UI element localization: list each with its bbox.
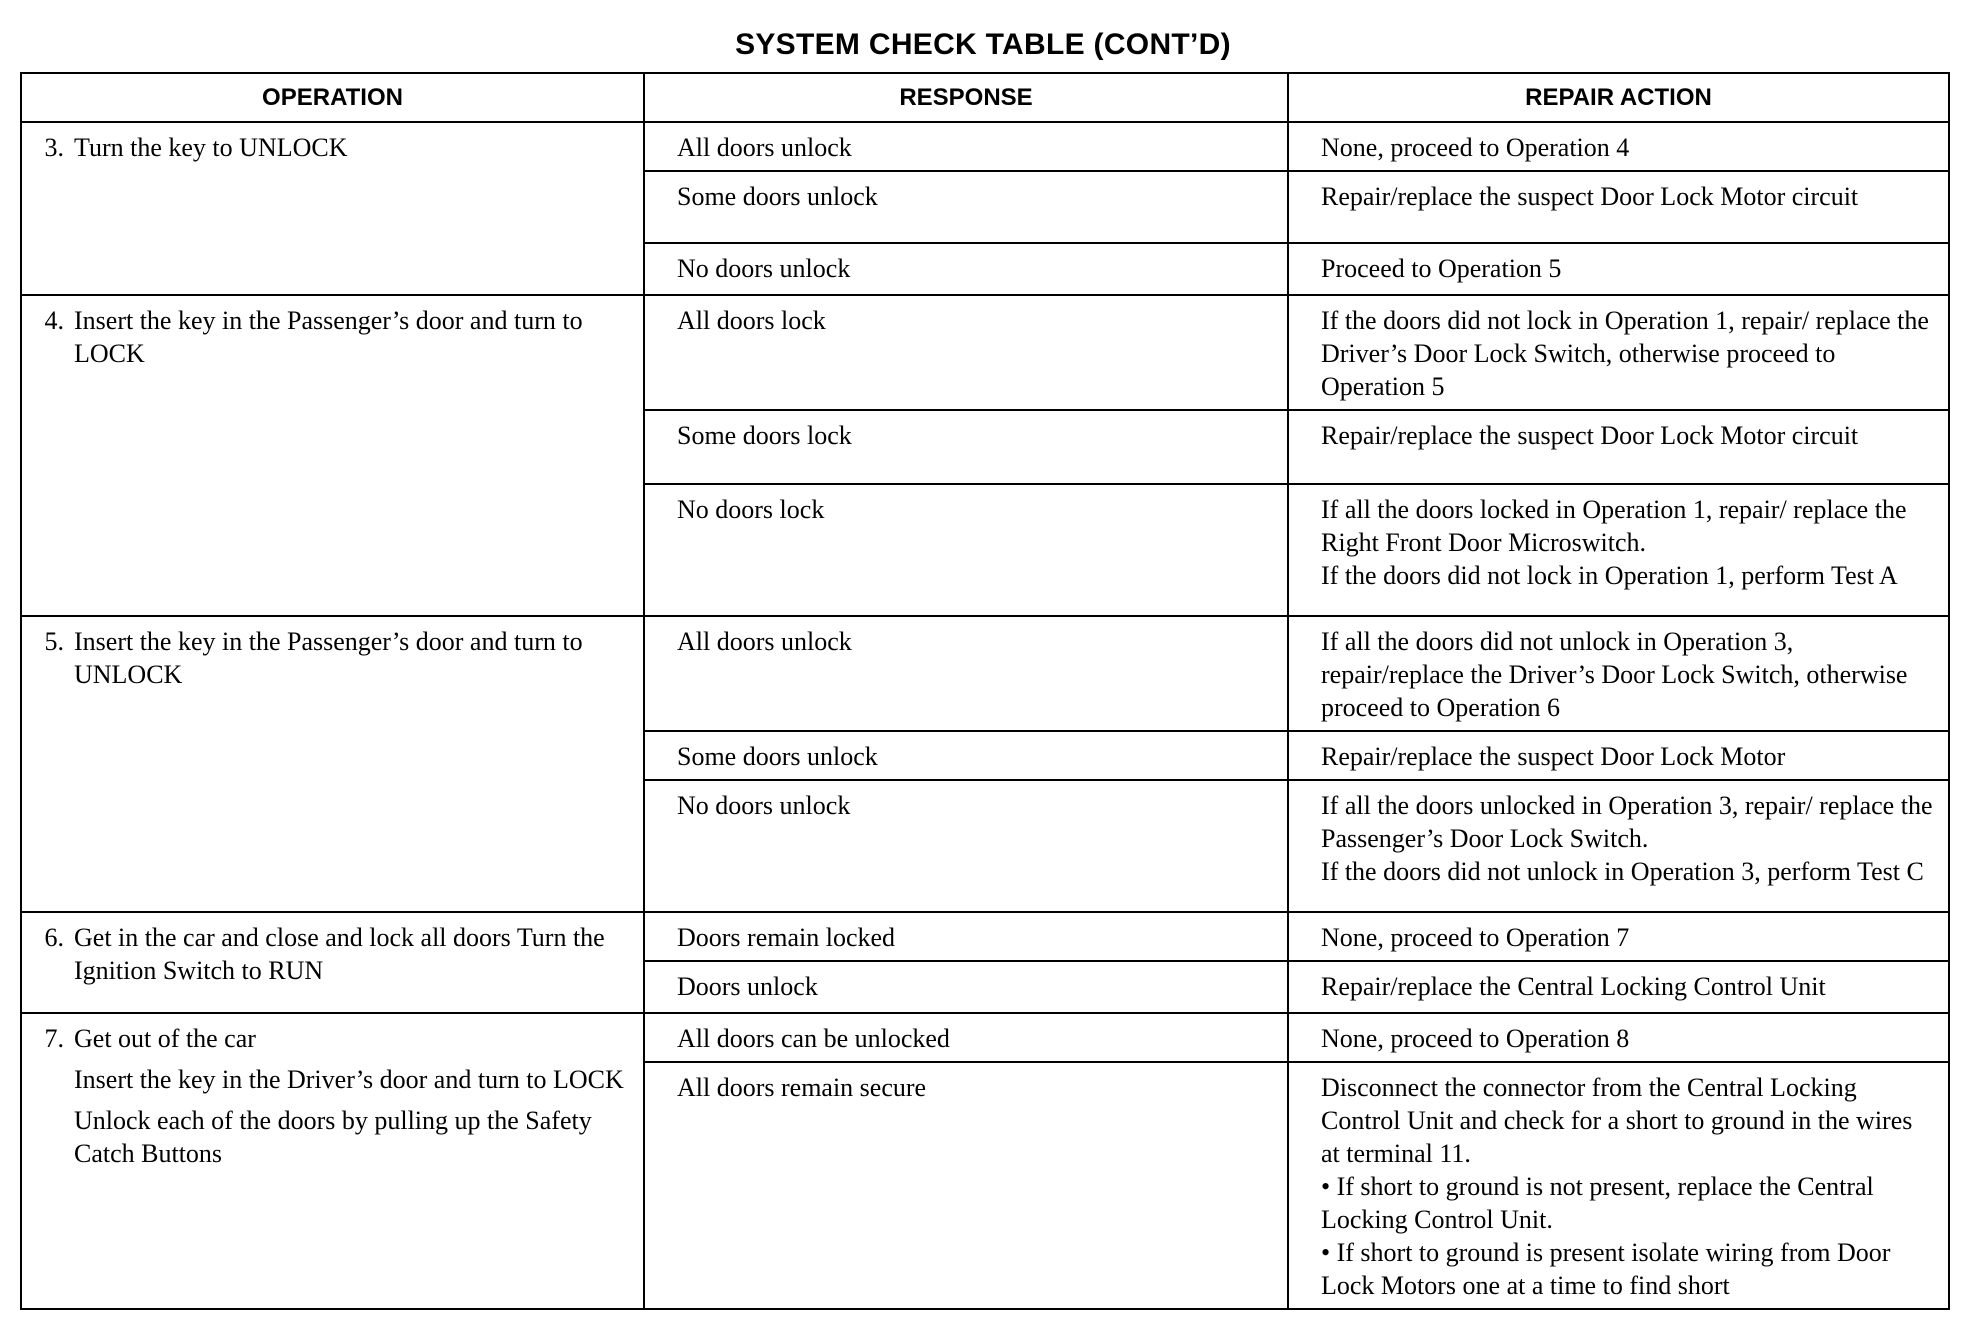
repair-action-text: Repair/replace the suspect Door Lock Motor circuit <box>1321 421 1859 450</box>
response-cell: No doors unlock <box>644 243 1288 295</box>
repair-action-cell <box>1288 484 1949 616</box>
repair-action-cell <box>1288 1062 1949 1309</box>
page-title: SYSTEM CHECK TABLE (CONT’D) <box>735 28 1231 61</box>
operation-number: 5. <box>44 627 64 656</box>
repair-action-cell <box>1288 243 1949 295</box>
repair-action-cell <box>1288 731 1949 780</box>
repair-action-cell <box>1288 122 1949 171</box>
repair-action-text: If all the doors unlocked in Operation 3, repair/ replace the Passenger’s Door Lock Switch. <box>1321 791 1933 853</box>
table-row <box>21 122 1949 171</box>
response-cell: All doors can be unlocked <box>644 1013 1288 1062</box>
response-cell: No doors lock <box>644 484 1288 616</box>
operation-header: OPERATION <box>21 73 644 122</box>
repair-action-cell <box>1288 961 1949 1013</box>
header-row <box>21 73 1949 122</box>
operation-step: Insert the key in the Driver’s door and turn to LOCK <box>74 1065 624 1094</box>
repair-action-cell <box>1288 912 1949 961</box>
repair-action-cell <box>1288 410 1949 484</box>
response-cell: All doors unlock <box>644 616 1288 731</box>
operation-cell <box>21 1013 644 1309</box>
repair-action-cell <box>1288 1013 1949 1062</box>
repair-action-text: • If short to ground is not present, replace the Central Locking Control Unit. <box>1321 1172 1874 1234</box>
operation-step: Insert the key in the Passenger’s door and turn to UNLOCK <box>74 627 583 689</box>
repair-action-text: None, proceed to Operation 7 <box>1321 923 1630 952</box>
response-cell: All doors remain secure <box>644 1062 1288 1309</box>
repair-action-text: Repair/replace the suspect Door Lock Motor <box>1321 742 1786 771</box>
operation-number: 7. <box>44 1024 64 1053</box>
repair-action-text: None, proceed to Operation 8 <box>1321 1024 1630 1053</box>
repair-action-text: • If short to ground is present isolate wiring from Door Lock Motors one at a time to find short <box>1321 1238 1891 1300</box>
repair-action-text: Repair/replace the suspect Door Lock Motor circuit <box>1321 182 1859 211</box>
response-cell: Some doors lock <box>644 410 1288 484</box>
repair-action-cell <box>1288 616 1949 731</box>
operation-number: 6. <box>44 923 64 952</box>
response-cell: All doors lock <box>644 295 1288 410</box>
response-cell: Doors unlock <box>644 961 1288 1013</box>
repair-action-cell <box>1288 171 1949 243</box>
repair-action-header: REPAIR ACTION <box>1288 73 1949 122</box>
operation-step: Insert the key in the Passenger’s door and turn to LOCK <box>74 306 583 368</box>
repair-action-text: If all the doors did not unlock in Operation 3, repair/replace the Driver’s Door Lock Switch, otherwise proceed to Operation 6 <box>1321 627 1908 722</box>
response-header: RESPONSE <box>644 73 1288 122</box>
response-cell: Doors remain locked <box>644 912 1288 961</box>
repair-action-text: If the doors did not lock in Operation 1, perform Test A <box>1321 561 1898 590</box>
repair-action-text: If all the doors locked in Operation 1, repair/ replace the Right Front Door Microswitch. <box>1321 495 1907 557</box>
system-check-table <box>20 72 1950 1310</box>
operation-step: Get out of the car <box>74 1024 256 1053</box>
repair-action-text: If the doors did not lock in Operation 1, repair/ replace the Driver’s Door Lock Switch, otherwise proceed to Operation 5 <box>1321 306 1929 401</box>
repair-action-cell <box>1288 780 1949 912</box>
repair-action-text: Disconnect the connector from the Central Locking Control Unit and check for a short to ground in the wires at terminal 11. <box>1321 1073 1913 1168</box>
operation-cell <box>21 295 644 616</box>
operation-step: Turn the key to UNLOCK <box>74 133 348 162</box>
table-body <box>21 122 1949 1309</box>
response-cell: Some doors unlock <box>644 171 1288 243</box>
repair-action-text: None, proceed to Operation 4 <box>1321 133 1630 162</box>
response-cell: No doors unlock <box>644 780 1288 912</box>
repair-action-text: If the doors did not unlock in Operation 3, perform Test C <box>1321 857 1924 886</box>
table-row <box>21 912 1949 961</box>
table-row <box>21 616 1949 731</box>
repair-action-text: Repair/replace the Central Locking Control Unit <box>1321 972 1826 1001</box>
repair-action-cell <box>1288 295 1949 410</box>
operation-number: 3. <box>44 133 64 162</box>
operation-step: Unlock each of the doors by pulling up the Safety Catch Buttons <box>74 1106 592 1168</box>
repair-action-text: Proceed to Operation 5 <box>1321 254 1562 283</box>
response-cell: All doors unlock <box>644 122 1288 171</box>
operation-cell <box>21 912 644 1013</box>
operation-cell <box>21 616 644 912</box>
operation-cell <box>21 122 644 295</box>
operation-step: Get in the car and close and lock all doors Turn the Ignition Switch to RUN <box>74 923 605 985</box>
table-row <box>21 1013 1949 1062</box>
table-row <box>21 295 1949 410</box>
response-cell: Some doors unlock <box>644 731 1288 780</box>
operation-number: 4. <box>44 306 64 335</box>
